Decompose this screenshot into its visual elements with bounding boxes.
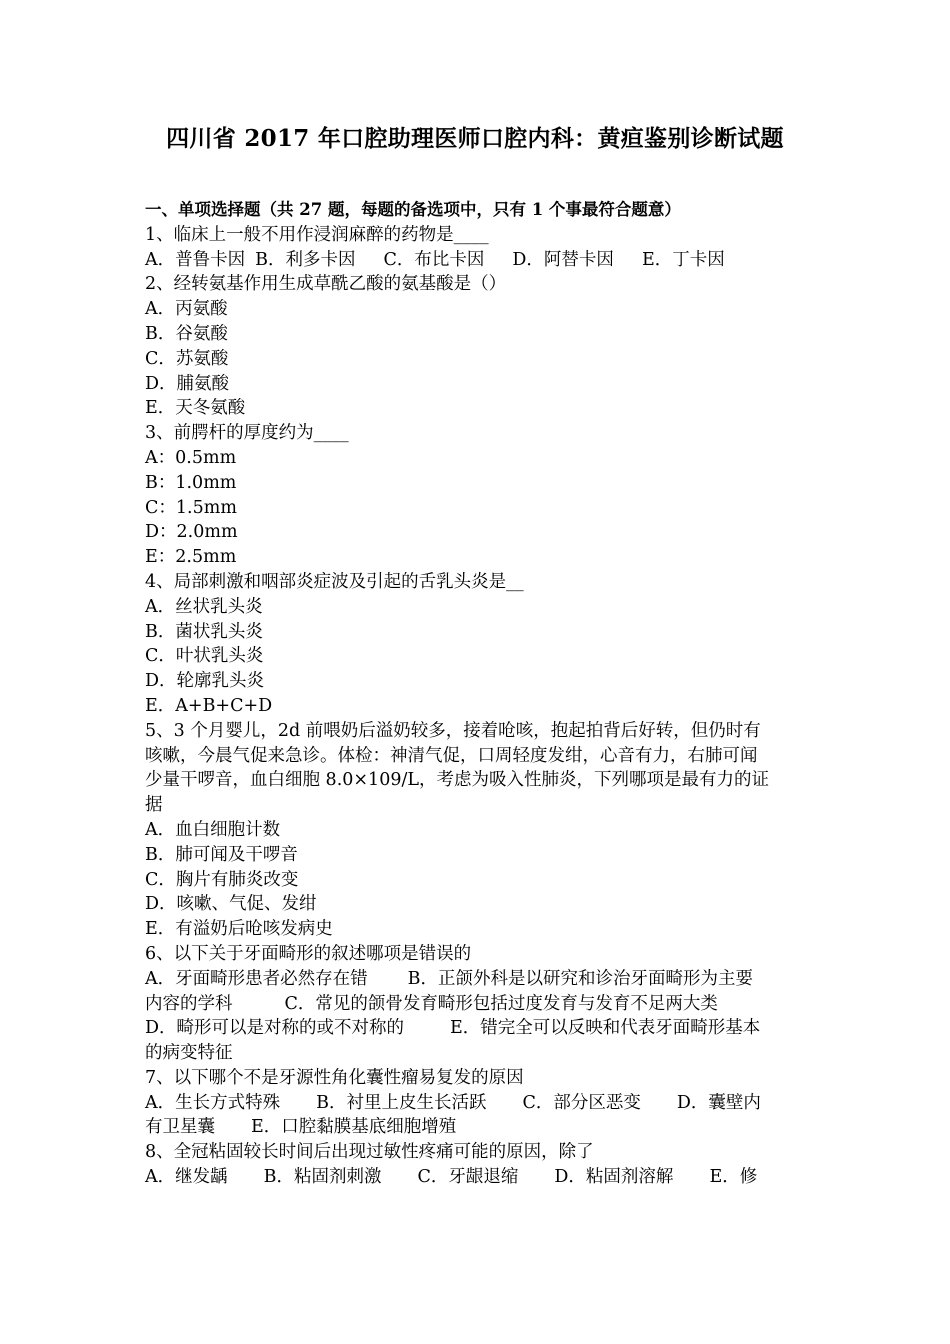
option-b: B．粘固剂刺激 (263, 1167, 382, 1188)
option-b: B．正颌外科是以研究和诊治牙面畸形为主要 (407, 968, 753, 989)
question-6-options-line (145, 992, 810, 1017)
option-c: C．叶状乳头炎 (145, 646, 264, 667)
option-c: C．苏氨酸 (145, 348, 229, 369)
option-a: A．丙氨酸 (145, 299, 228, 320)
question-5-stem-line: 咳嗽，今晨气促来急诊。体检：神清气促，口周轻度发绀，心音有力，右肺可闻 (145, 745, 758, 766)
question-3-stem: 3、前腭杆的厚度约为____ (145, 423, 349, 444)
question-7-options-line (145, 1091, 810, 1116)
option-a: A．血白细胞计数 (145, 819, 281, 840)
option-d: D．囊壁内 (676, 1092, 761, 1113)
option-e: E．天冬氨酸 (145, 398, 246, 419)
option-d: D．脯氨酸 (145, 373, 230, 394)
option-e: E．错完全可以反映和代表牙面畸形基本 (450, 1018, 761, 1039)
option-b: B．谷氨酸 (145, 323, 228, 344)
option-e: E．A+B+C+D (145, 695, 273, 716)
option-e: E．口腔黏膜基底细胞增殖 (251, 1117, 457, 1138)
question-2-stem: 2、经转氨基作用生成草酰乙酸的氨基酸是（） (145, 274, 507, 295)
question-5-stem-line: 据 (145, 795, 163, 816)
option-c: C．牙龈退缩 (417, 1167, 519, 1188)
option-d-continued: 有卫星囊 (145, 1117, 215, 1138)
question-6-options-line (145, 1016, 810, 1041)
option-e: E．修 (709, 1167, 758, 1188)
option-d: D：2.0mm (145, 522, 238, 543)
option-b: B．利多卡因 (255, 249, 356, 270)
option-e: E．有溢奶后呛咳发病史 (145, 919, 333, 940)
question-8-stem: 8、全冠粘固较长时间后出现过敏性疼痛可能的原因，除了 (145, 1142, 594, 1163)
option-c: C．胸片有肺炎改变 (145, 869, 299, 890)
question-5-stem-line: 少量干啰音，血白细胞 8.0×109/L，考虑为吸入性肺炎，下列哪项是最有力的证 (145, 770, 769, 791)
option-a: A．丝状乳头炎 (145, 596, 263, 617)
question-4-stem: 4、局部刺激和咽部炎症波及引起的舌乳头炎是__ (145, 571, 524, 592)
option-b-continued: 内容的学科 (145, 993, 233, 1014)
question-7-options-line (145, 1115, 810, 1140)
question-1-options (145, 248, 810, 273)
option-e: E．丁卡因 (641, 249, 725, 270)
option-d: D．咳嗽、气促、发绀 (145, 894, 317, 915)
option-a: A．生长方式特殊 (145, 1092, 281, 1113)
document-body (145, 198, 810, 1190)
section-heading: 一、单项选择题（共 27 题，每题的备选项中，只有 1 个事最符合题意） (145, 200, 681, 219)
option-c: C：1.5mm (145, 497, 237, 518)
option-e: E：2.5mm (145, 547, 237, 568)
option-b: B．菌状乳头炎 (145, 621, 263, 642)
question-6-options-line (145, 967, 810, 992)
question-5-stem-line: 5、3 个月婴儿，2d 前喂奶后溢奶较多，接着呛咳，抱起拍背后好转，但仍时有 (145, 720, 761, 741)
option-b: B．肺可闻及干啰音 (145, 844, 298, 865)
question-8-options-line (145, 1165, 810, 1190)
option-a: A．牙面畸形患者必然存在错 (145, 968, 368, 989)
option-d: D．畸形可以是对称的或不对称的 (145, 1018, 405, 1039)
question-1-stem: 1、临床上一般不用作浸润麻醉的药物是____ (145, 224, 489, 245)
option-b: B．衬里上皮生长活跃 (316, 1092, 487, 1113)
question-7-stem: 7、以下哪个不是牙源性角化囊性瘤易复发的原因 (145, 1067, 524, 1088)
option-d: D．轮廓乳头炎 (145, 671, 265, 692)
option-d: D．粘固剂溶解 (554, 1167, 674, 1188)
option-a: A．普鲁卡因 (145, 249, 246, 270)
option-e-continued: 的病变特征 (145, 1043, 233, 1064)
question-6-stem: 6、以下关于牙面畸形的叙述哪项是错误的 (145, 943, 472, 964)
document-title: 四川省 2017 年口腔助理医师口腔内科：黄疸鉴别诊断试题 (166, 125, 784, 152)
option-d: D．阿替卡因 (512, 249, 614, 270)
option-c: C．布比卡因 (383, 249, 485, 270)
option-c: C．部分区恶变 (522, 1092, 641, 1113)
option-b: B：1.0mm (145, 472, 237, 493)
option-c: C．常见的颌骨发育畸形包括过度发育与发育不足两大类 (284, 993, 718, 1014)
option-a: A：0.5mm (145, 447, 237, 468)
option-a: A．继发龋 (145, 1167, 228, 1188)
